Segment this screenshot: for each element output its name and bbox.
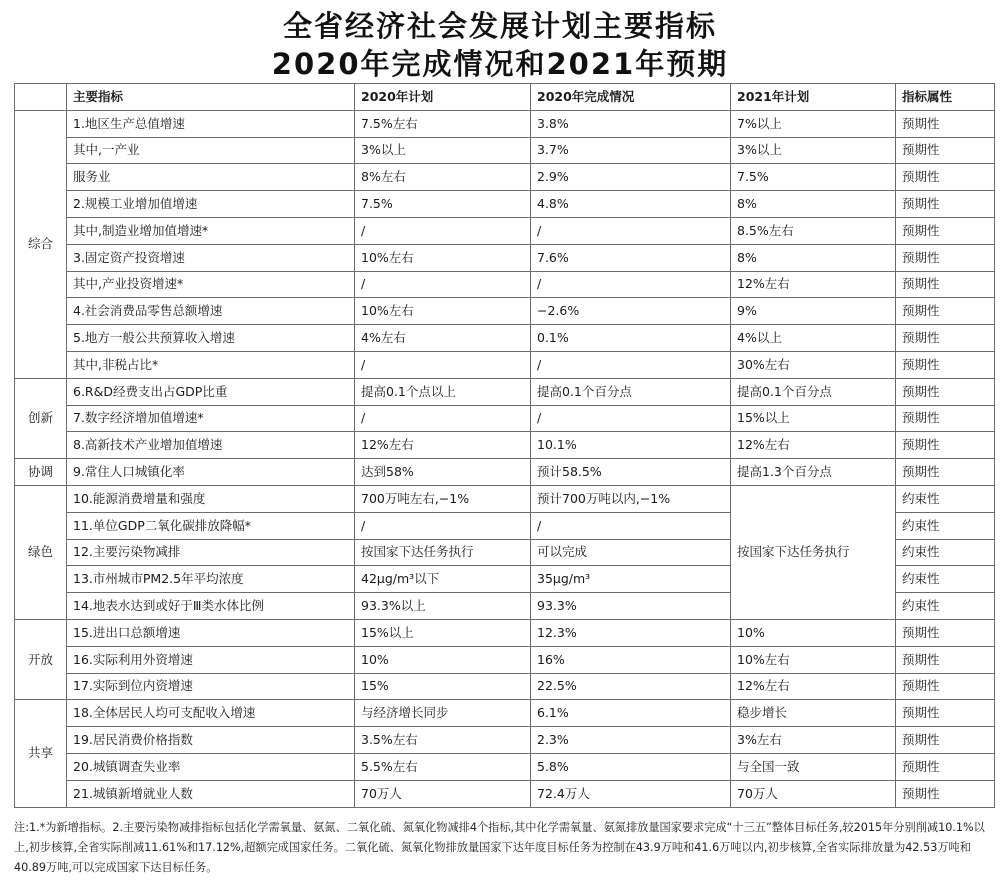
actual-2020-cell: 预计58.5%: [531, 459, 731, 486]
header-actual-2020: 2020年完成情况: [531, 84, 731, 111]
header-attribute: 指标属性: [896, 84, 995, 111]
attribute-cell: 预期性: [896, 351, 995, 378]
attribute-cell: 预期性: [896, 646, 995, 673]
plan-2020-cell: 8%左右: [355, 164, 531, 191]
plan-2020-cell: 提高0.1个点以上: [355, 378, 531, 405]
indicator-cell: 21.城镇新增就业人数: [67, 780, 355, 807]
table-row: [15, 646, 995, 673]
indicator-cell: 其中,非税占比*: [67, 351, 355, 378]
attribute-cell: 预期性: [896, 673, 995, 700]
attribute-cell: 预期性: [896, 432, 995, 459]
plan-2020-cell: 5.5%左右: [355, 753, 531, 780]
attribute-cell: 约束性: [896, 539, 995, 566]
attribute-cell: 预期性: [896, 325, 995, 352]
category-kaifang: 开放: [15, 619, 67, 699]
indicator-table: [14, 83, 995, 808]
plan-2020-cell: 3.5%左右: [355, 727, 531, 754]
attribute-cell: 预期性: [896, 271, 995, 298]
attribute-cell: 预期性: [896, 137, 995, 164]
table-row: [15, 780, 995, 807]
header-plan-2020: 2020年计划: [355, 84, 531, 111]
category-lvse: 绿色: [15, 485, 67, 619]
plan-2020-cell: 7.5%左右: [355, 110, 531, 137]
actual-2020-cell: 2.9%: [531, 164, 731, 191]
plan-2021-cell: 4%以上: [731, 325, 896, 352]
table-header-row: [15, 84, 995, 111]
page-title-line2: 2020年完成情况和2021年预期: [271, 47, 729, 81]
indicator-cell: 其中,产业投资增速*: [67, 271, 355, 298]
attribute-cell: 预期性: [896, 727, 995, 754]
plan-2021-cell: 10%左右: [731, 646, 896, 673]
category-chuangxin: 创新: [15, 378, 67, 458]
indicator-cell: 15.进出口总额增速: [67, 619, 355, 646]
attribute-cell: 约束性: [896, 512, 995, 539]
actual-2020-cell: /: [531, 351, 731, 378]
actual-2020-cell: 5.8%: [531, 753, 731, 780]
indicator-cell: 2.规模工业增加值增速: [67, 191, 355, 218]
plan-2020-cell: 12%左右: [355, 432, 531, 459]
indicator-cell: 12.主要污染物减排: [67, 539, 355, 566]
table-row: [15, 619, 995, 646]
indicator-cell: 6.R&D经费支出占GDP比重: [67, 378, 355, 405]
page-title-line1: 全省经济社会发展计划主要指标: [282, 9, 717, 43]
table-row: [15, 485, 995, 512]
plan-2020-cell: /: [355, 512, 531, 539]
indicator-cell: 服务业: [67, 164, 355, 191]
plan-2021-cell: 9%: [731, 298, 896, 325]
actual-2020-cell: −2.6%: [531, 298, 731, 325]
actual-2020-cell: /: [531, 405, 731, 432]
table-row: [15, 271, 995, 298]
table-row: [15, 753, 995, 780]
plan-2020-cell: 10%: [355, 646, 531, 673]
indicator-cell: 1.地区生产总值增速: [67, 110, 355, 137]
table-row: [15, 325, 995, 352]
attribute-cell: 约束性: [896, 593, 995, 620]
plan-2021-cell: 30%左右: [731, 351, 896, 378]
plan-2020-cell: /: [355, 405, 531, 432]
plan-2021-cell: 稳步增长: [731, 700, 896, 727]
plan-2020-cell: 15%: [355, 673, 531, 700]
table-row: [15, 673, 995, 700]
table-row: [15, 351, 995, 378]
table-row: [15, 405, 995, 432]
plan-2021-cell: 12%左右: [731, 271, 896, 298]
indicator-cell: 其中,一产业: [67, 137, 355, 164]
indicator-cell: 19.居民消费价格指数: [67, 727, 355, 754]
actual-2020-cell: 93.3%: [531, 593, 731, 620]
plan-2021-cell: 70万人: [731, 780, 896, 807]
actual-2020-cell: /: [531, 512, 731, 539]
plan-2020-cell: 4%左右: [355, 325, 531, 352]
actual-2020-cell: 4.8%: [531, 191, 731, 218]
attribute-cell: 预期性: [896, 164, 995, 191]
attribute-cell: 预期性: [896, 191, 995, 218]
category-gongxiang: 共享: [15, 700, 67, 807]
attribute-cell: 约束性: [896, 485, 995, 512]
attribute-cell: 预期性: [896, 298, 995, 325]
actual-2020-cell: 72.4万人: [531, 780, 731, 807]
actual-2020-cell: /: [531, 271, 731, 298]
indicator-cell: 13.市州城市PM2.5年平均浓度: [67, 566, 355, 593]
indicator-cell: 18.全体居民人均可支配收入增速: [67, 700, 355, 727]
indicator-cell: 其中,制造业增加值增速*: [67, 217, 355, 244]
table-row: [15, 432, 995, 459]
table-row: [15, 217, 995, 244]
table-row: [15, 459, 995, 486]
attribute-cell: 预期性: [896, 244, 995, 271]
table-row: [15, 244, 995, 271]
actual-2020-cell: 预计700万吨以内,−1%: [531, 485, 731, 512]
plan-2020-cell: 与经济增长同步: [355, 700, 531, 727]
attribute-cell: 预期性: [896, 619, 995, 646]
plan-2020-cell: /: [355, 271, 531, 298]
category-xietiao: 协调: [15, 459, 67, 486]
plan-2020-cell: 3%以上: [355, 137, 531, 164]
indicator-cell: 9.常住人口城镇化率: [67, 459, 355, 486]
actual-2020-cell: 10.1%: [531, 432, 731, 459]
table-row: [15, 298, 995, 325]
plan-2020-cell: 93.3%以上: [355, 593, 531, 620]
indicator-cell: 4.社会消费品零售总额增速: [67, 298, 355, 325]
attribute-cell: 预期性: [896, 459, 995, 486]
plan-2020-cell: 700万吨左右,−1%: [355, 485, 531, 512]
table-row: [15, 700, 995, 727]
plan-2021-cell: 提高0.1个百分点: [731, 378, 896, 405]
indicator-cell: 17.实际到位内资增速: [67, 673, 355, 700]
table-row: [15, 137, 995, 164]
actual-2020-cell: 35μg/m³: [531, 566, 731, 593]
actual-2020-cell: 2.3%: [531, 727, 731, 754]
plan-2021-cell: 7%以上: [731, 110, 896, 137]
category-zonghe: 综合: [15, 110, 67, 378]
header-category: [15, 84, 67, 111]
table-row: [15, 378, 995, 405]
attribute-cell: 约束性: [896, 566, 995, 593]
actual-2020-cell: 22.5%: [531, 673, 731, 700]
actual-2020-cell: 3.7%: [531, 137, 731, 164]
footnote: 注:1.*为新增指标。2.主要污染物减排指标包括化学需氧量、氨氮、二氧化硫、氮氧化物减排4个指标,其中化学需氧量、氨氮排放量国家要求完成“十三五”整体目标任务,较2015年分别削减10.1%以上,初步核算,全省实际削减11.61%和17.12%,超额完成国家任务。二氧化硫、氮氧化物排放量国家下达年度目标任务为控制在43.9万吨和41.6万吨以内,初步核算,全省实际排放量为42.53万吨和40.89万吨,可以完成国家下达目标任务。: [14, 821, 985, 874]
attribute-cell: 预期性: [896, 217, 995, 244]
actual-2020-cell: 16%: [531, 646, 731, 673]
plan-2020-cell: 10%左右: [355, 244, 531, 271]
table-row: [15, 727, 995, 754]
plan-2021-cell: 3%左右: [731, 727, 896, 754]
plan-2021-cell: 7.5%: [731, 164, 896, 191]
indicator-cell: 20.城镇调查失业率: [67, 753, 355, 780]
plan-2021-cell: 8%: [731, 191, 896, 218]
actual-2020-cell: 可以完成: [531, 539, 731, 566]
indicator-cell: 8.高新技术产业增加值增速: [67, 432, 355, 459]
plan-2020-cell: /: [355, 217, 531, 244]
plan-2020-cell: /: [355, 351, 531, 378]
plan-2020-cell: 7.5%: [355, 191, 531, 218]
indicator-cell: 11.单位GDP二氧化碳排放降幅*: [67, 512, 355, 539]
attribute-cell: 预期性: [896, 110, 995, 137]
table-row: [15, 191, 995, 218]
plan-2020-cell: 按国家下达任务执行: [355, 539, 531, 566]
actual-2020-cell: 3.8%: [531, 110, 731, 137]
header-indicator: 主要指标: [67, 84, 355, 111]
attribute-cell: 预期性: [896, 780, 995, 807]
actual-2020-cell: 提高0.1个百分点: [531, 378, 731, 405]
attribute-cell: 预期性: [896, 700, 995, 727]
plan-2021-cell: 12%左右: [731, 673, 896, 700]
indicator-cell: 14.地表水达到或好于Ⅲ类水体比例: [67, 593, 355, 620]
header-plan-2021: 2021年计划: [731, 84, 896, 111]
plan-2021-cell: 12%左右: [731, 432, 896, 459]
indicator-cell: 7.数字经济增加值增速*: [67, 405, 355, 432]
attribute-cell: 预期性: [896, 378, 995, 405]
plan-2021-cell: 10%: [731, 619, 896, 646]
plan-2021-cell: 与全国一致: [731, 753, 896, 780]
plan-2020-cell: 70万人: [355, 780, 531, 807]
plan-2021-cell: 提高1.3个百分点: [731, 459, 896, 486]
plan-2020-cell: 达到58%: [355, 459, 531, 486]
plan-2021-green-merged-cell: 按国家下达任务执行: [731, 485, 896, 619]
plan-2020-cell: 42μg/m³以下: [355, 566, 531, 593]
indicator-cell: 16.实际利用外资增速: [67, 646, 355, 673]
attribute-cell: 预期性: [896, 753, 995, 780]
table-row: [15, 164, 995, 191]
indicator-cell: 3.固定资产投资增速: [67, 244, 355, 271]
indicator-cell: 10.能源消费增量和强度: [67, 485, 355, 512]
indicator-cell: 5.地方一般公共预算收入增速: [67, 325, 355, 352]
plan-2021-cell: 8%: [731, 244, 896, 271]
actual-2020-cell: 12.3%: [531, 619, 731, 646]
plan-2020-cell: 15%以上: [355, 619, 531, 646]
plan-2021-cell: 3%以上: [731, 137, 896, 164]
attribute-cell: 预期性: [896, 405, 995, 432]
plan-2021-cell: 15%以上: [731, 405, 896, 432]
plan-2021-cell: 8.5%左右: [731, 217, 896, 244]
actual-2020-cell: /: [531, 217, 731, 244]
table-row: [15, 110, 995, 137]
plan-2020-cell: 10%左右: [355, 298, 531, 325]
actual-2020-cell: 6.1%: [531, 700, 731, 727]
actual-2020-cell: 0.1%: [531, 325, 731, 352]
actual-2020-cell: 7.6%: [531, 244, 731, 271]
